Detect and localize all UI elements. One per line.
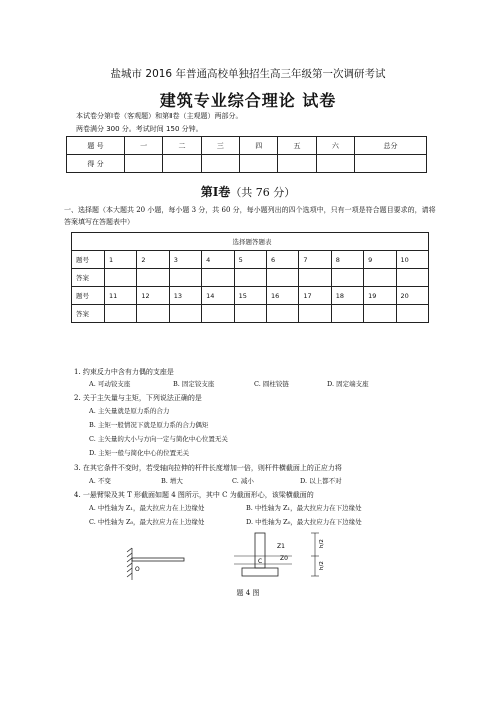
answer-num: 5 [234,251,266,269]
answer-cell[interactable] [331,269,363,287]
answer-num: 19 [364,287,396,305]
answer-table [71,232,429,323]
answer-cell[interactable] [396,305,428,323]
exam-title: 盐城市 2016 年普通高校单独招生高三年级第一次调研考试 [110,68,386,80]
answer-cell[interactable] [396,269,428,287]
score-table [66,136,427,173]
dimension-lines [311,533,319,576]
score-cell[interactable] [316,155,354,173]
score-row-label: 得 分 [67,155,125,173]
answer-num: 17 [299,287,331,305]
answer-cell[interactable] [105,269,137,287]
answer-ans-label: 答案 [72,269,105,287]
section-instructions: 一、选择题（本大题共 20 小题，每小题 3 分，共 60 分，每小题列出的四个选项中，只有一项是符合题目要求的，请将答案填写在答题表中） [64,206,436,226]
score-cell[interactable] [355,155,427,173]
answer-cell[interactable] [202,269,234,287]
answer-num: 13 [169,287,201,305]
figure-4-caption: 题 4 图 [236,589,260,597]
answer-cell[interactable] [331,305,363,323]
answer-cell[interactable] [105,305,137,323]
answer-cell[interactable] [299,305,331,323]
q3-option-c: C. 减小 [232,477,254,485]
cantilever-beam [132,558,184,561]
fixed-support-wall [127,548,132,580]
score-header-cell: 六 [316,137,354,155]
figure-4-diagram [120,528,340,590]
score-cell[interactable] [240,155,278,173]
section-title: 第Ⅰ卷 [200,185,231,199]
question-2: 2. 关于主矢量与主矩，下列说法正确的是 [74,394,202,402]
note-score-time: 两卷满分 300 分。考试时间 150 分钟。 [76,125,203,133]
answer-cell[interactable] [266,305,298,323]
z1-label: Z1 [277,543,285,550]
answer-table-title: 选择题答题表 [72,233,429,251]
q1-option-d: D. 固定端支座 [327,380,369,388]
note-structure: 本试卷分第Ⅰ卷（客观题）和第Ⅱ卷（主观题）两部分。 [76,112,243,120]
answer-cell[interactable] [137,269,169,287]
q3-option-b: B. 增大 [161,477,183,485]
q1-option-a: A. 可动铰支座 [89,380,131,388]
q4-option-a: A. 中性轴为 Z₁，最大拉应力在上边缘处 [89,504,205,512]
score-header-cell: 一 [125,137,163,155]
question-1: 1. 约束反力中含有力偶的支座是 [74,368,174,376]
answer-num: 6 [266,251,298,269]
score-header-cell: 总分 [355,137,427,155]
score-cell[interactable] [163,155,201,173]
q3-option-d: D. 以上都不对 [300,477,342,485]
answer-num: 8 [331,251,363,269]
answer-num: 4 [202,251,234,269]
answer-num: 16 [266,287,298,305]
q4-option-c: C. 中性轴为 Z₀，最大拉应力在上边缘处 [89,518,205,526]
answer-num: 1 [105,251,137,269]
centroid-label: C [258,558,263,565]
q4-option-b: B. 中性轴为 Z₁，最大拉应力在下边缘处 [246,504,362,512]
q1-option-b: B. 固定铰支座 [173,380,215,388]
section-subtitle: （共 76 分） [230,186,296,199]
question-4: 4. 一悬臂梁及其 T 形截面如题 4 图所示，其中 C 为截面形心，该梁横截面的 [74,491,314,499]
q2-option-b: B. 主矩一般情况下就是原力系的合力偶矩 [89,421,209,429]
answer-num: 7 [299,251,331,269]
score-header-cell: 四 [240,137,278,155]
z0-label: Z0 [280,555,288,562]
dimension-bottom-label: h/2 [319,561,325,570]
answer-cell[interactable] [266,269,298,287]
answer-cell[interactable] [202,305,234,323]
score-cell[interactable] [125,155,163,173]
answer-num: 10 [396,251,428,269]
answer-ans-label: 答案 [72,305,105,323]
answer-cell[interactable] [137,305,169,323]
answer-cell[interactable] [169,305,201,323]
q2-option-a: A. 主矢量就是原力系的合力 [89,407,170,415]
answer-cell[interactable] [299,269,331,287]
q4-option-d: D. 中性轴为 Z₀，最大拉应力在下边缘处 [246,518,362,526]
q2-option-d: D. 主矩一般与简化中心的位置无关 [89,449,190,457]
q2-option-c: C. 主矢量的大小与方向一定与简化中心位置无关 [89,435,228,443]
dimension-top-label: h/2 [319,539,325,548]
answer-num: 3 [169,251,201,269]
origin-label: O [135,566,140,573]
score-cell[interactable] [201,155,239,173]
answer-num: 15 [234,287,266,305]
answer-cell[interactable] [234,305,266,323]
answer-cell[interactable] [169,269,201,287]
answer-num-label: 题号 [72,251,105,269]
question-3: 3. 在其它条件不变时，若受轴向拉伸的杆件长度增加一倍，则杆件横截面上的正应力将 [74,464,342,472]
answer-num: 18 [331,287,363,305]
answer-num: 14 [202,287,234,305]
answer-cell[interactable] [364,305,396,323]
answer-cell[interactable] [234,269,266,287]
answer-num: 9 [364,251,396,269]
answer-num: 12 [137,287,169,305]
paper-title: 建筑专业综合理论 试卷 [159,91,337,110]
score-cell[interactable] [278,155,316,173]
answer-num: 11 [105,287,137,305]
score-header-cell: 二 [163,137,201,155]
score-header-cell: 五 [278,137,316,155]
q1-option-c: C. 圆柱铰链 [254,380,289,388]
q3-option-a: A. 不变 [89,477,111,485]
answer-num-label: 题号 [72,287,105,305]
section-heading [0,183,496,200]
answer-num: 20 [396,287,428,305]
t-section [242,533,278,576]
score-header-cell: 三 [201,137,239,155]
score-header-cell: 题 号 [67,137,125,155]
answer-num: 2 [137,251,169,269]
answer-cell[interactable] [364,269,396,287]
